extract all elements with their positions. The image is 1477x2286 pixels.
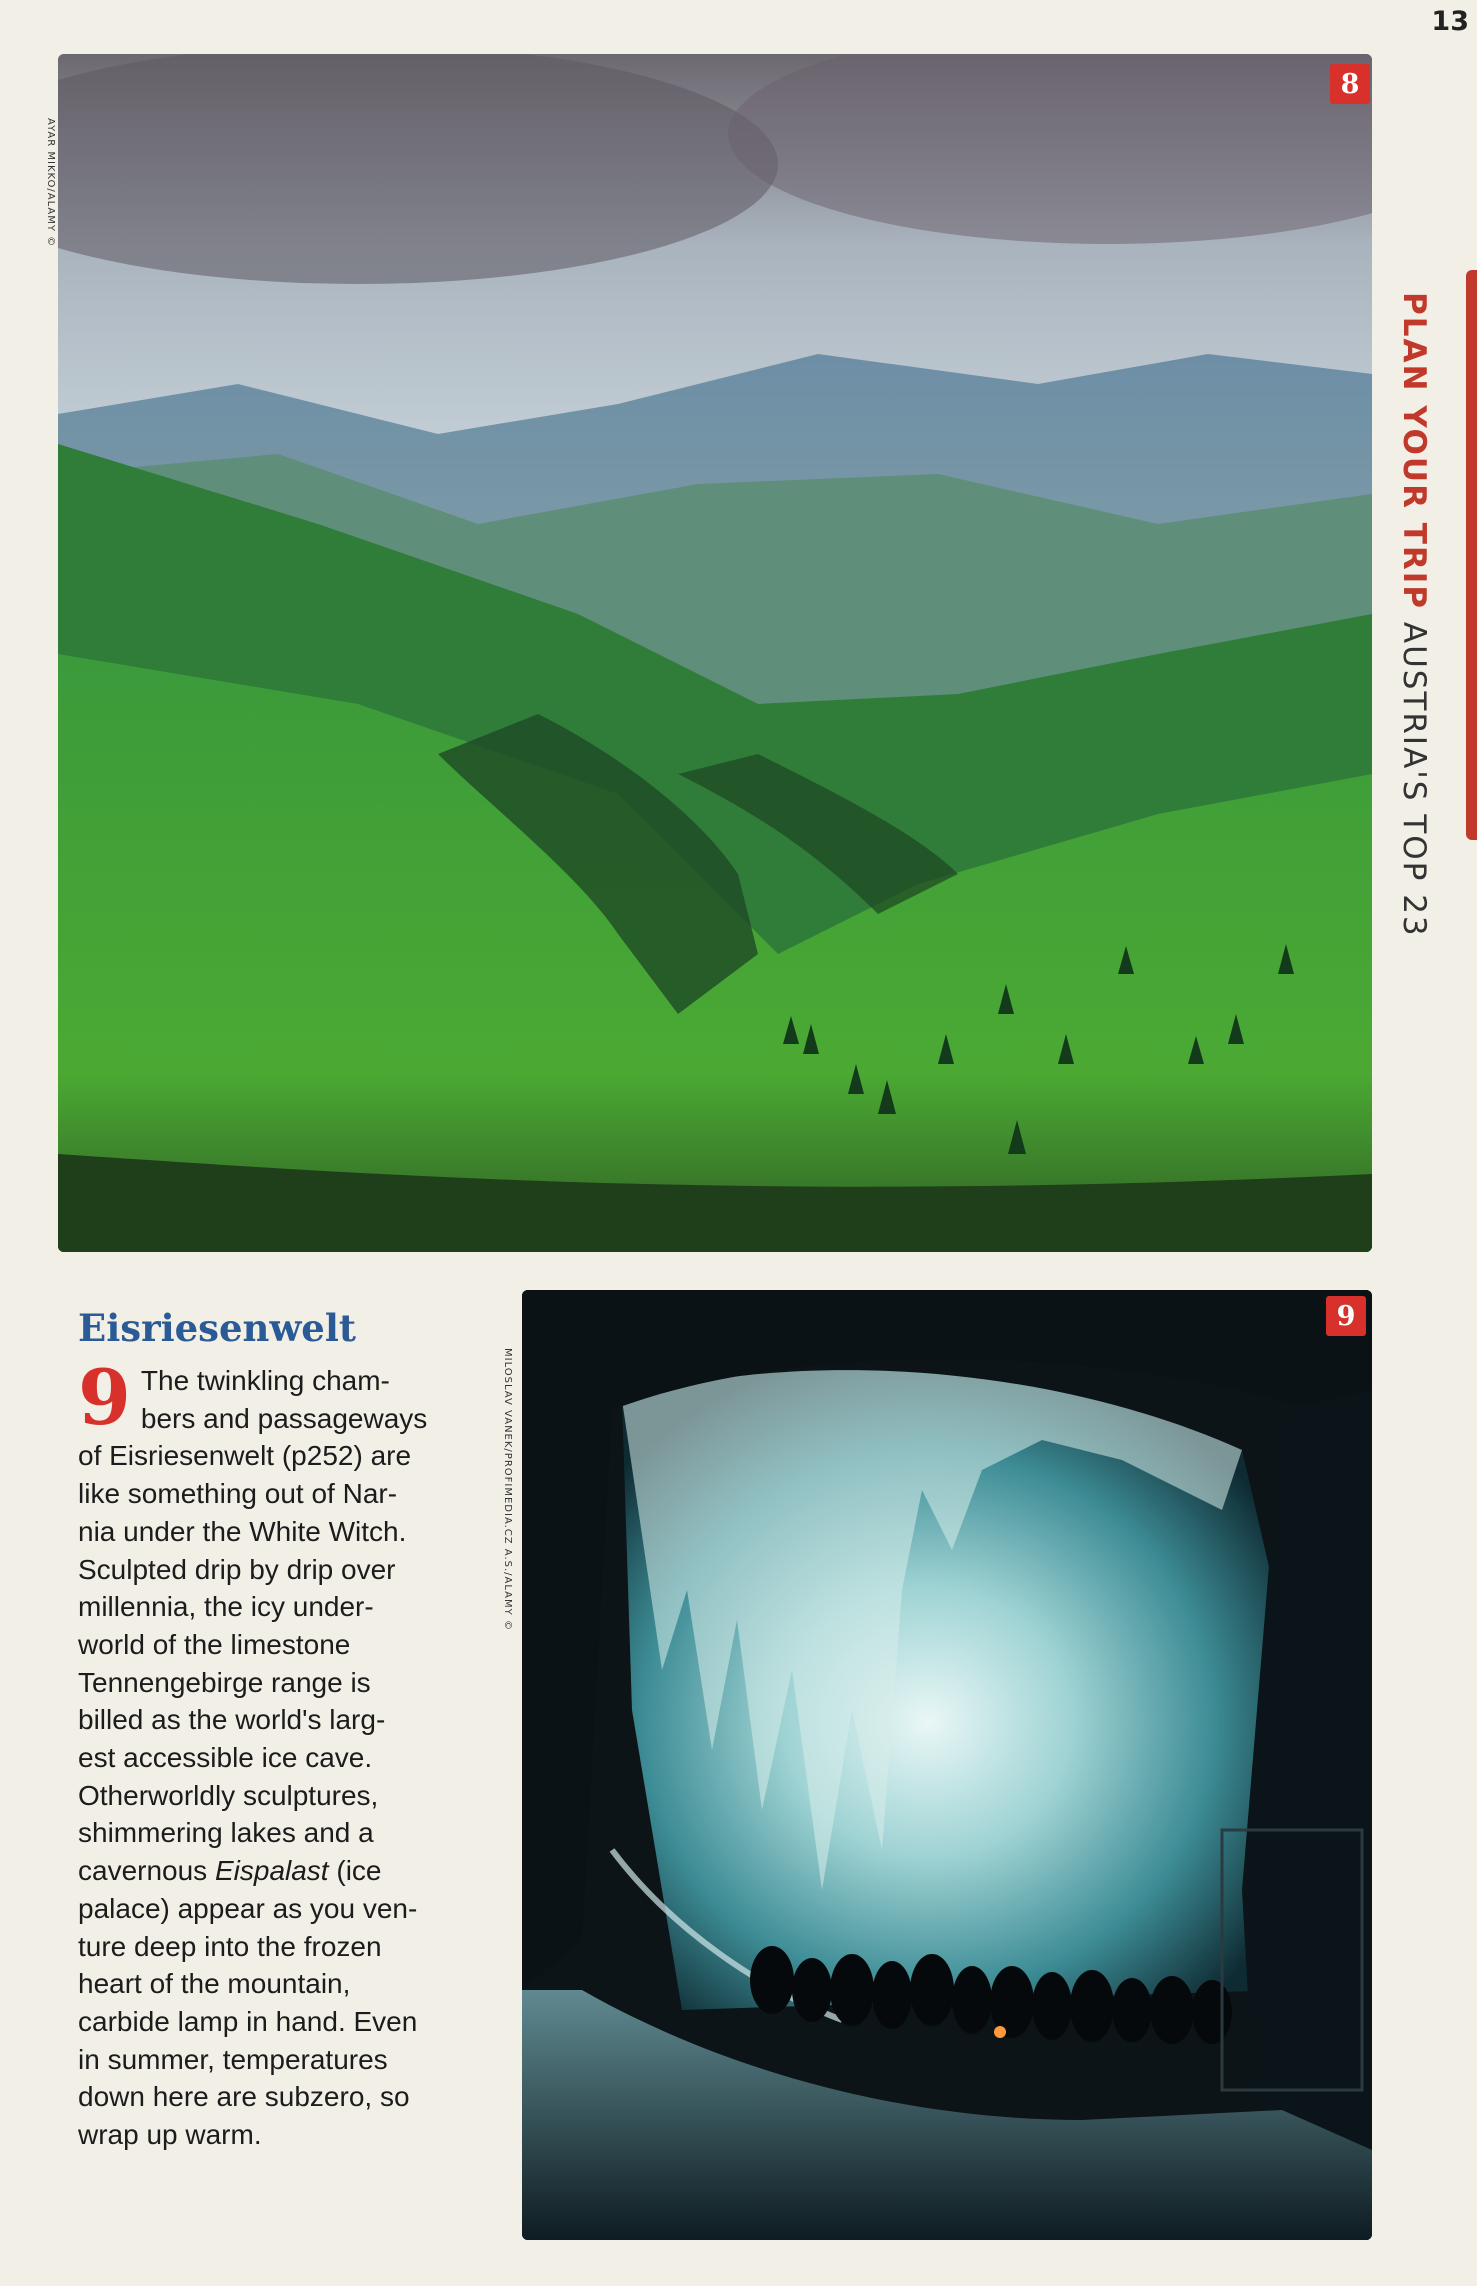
alpine-valley-illustration — [58, 54, 1372, 1252]
photo-credit: MILOSLAV VANEK/PROFIMEDIA.CZ A.S./ALAMY © — [502, 1348, 513, 1631]
article-line: Sculpted drip by drip over — [78, 1553, 396, 1585]
article-title: Eisriesenwelt — [78, 1306, 356, 1350]
article-line: palace) appear as you ven- — [78, 1892, 418, 1924]
article-number-dropcap: 9 — [78, 1353, 131, 1442]
article-line: carbide lamp in hand. Even — [78, 2005, 418, 2037]
article-line: millennia, the icy under- — [78, 1591, 374, 1623]
article-line: nia under the White Witch. — [78, 1515, 407, 1547]
article-italic-word: Eispalast — [214, 1855, 329, 1887]
photo-credit: AYAR MIKKO/ALAMY © — [45, 118, 56, 248]
article-line: bers and passageways — [140, 1402, 428, 1434]
article-line: ture deep into the frozen — [78, 1930, 382, 1962]
article-line: of Eisriesenwelt (p252) are — [78, 1440, 412, 1472]
article-line: like something out of Nar- — [78, 1478, 398, 1510]
article-line: world of the limestone — [78, 1628, 351, 1660]
article-line: shimmering lakes and a — [78, 1817, 374, 1849]
section-label: PLAN YOUR TRIP — [1396, 292, 1432, 611]
article-line-text: (ice — [328, 1855, 382, 1887]
article-line: Otherworldly sculptures, — [78, 1779, 379, 1811]
article-line: down here are subzero, so — [78, 2081, 410, 2113]
article-line: est accessible ice cave. — [78, 1742, 373, 1774]
photo-number-badge: 9 — [1326, 1296, 1366, 1336]
article-line-text: cavernous — [78, 1855, 215, 1887]
article-line: heart of the mountain, — [78, 1968, 351, 2000]
article-line: in summer, temperatures — [78, 2043, 388, 2075]
photo-number-badge: 8 — [1330, 64, 1370, 104]
photo-ice-cave — [522, 1290, 1372, 2240]
article-line: The twinkling cham- — [140, 1365, 390, 1396]
section-side-tab — [1396, 292, 1432, 938]
ice-cave-illustration — [522, 1290, 1372, 2240]
article-line: Tennengebirge range is — [78, 1666, 371, 1698]
subsection-label: AUSTRIA'S TOP 23 — [1396, 621, 1432, 938]
article-line — [78, 1852, 478, 1890]
photo-alpine-valley — [58, 54, 1372, 1252]
section-tab-bar — [1466, 270, 1477, 840]
article-line: billed as the world's larg- — [78, 1704, 386, 1736]
article-line: wrap up warm. — [78, 2119, 262, 2151]
page-number: 13 — [1431, 6, 1469, 37]
article-body — [78, 1353, 478, 2154]
